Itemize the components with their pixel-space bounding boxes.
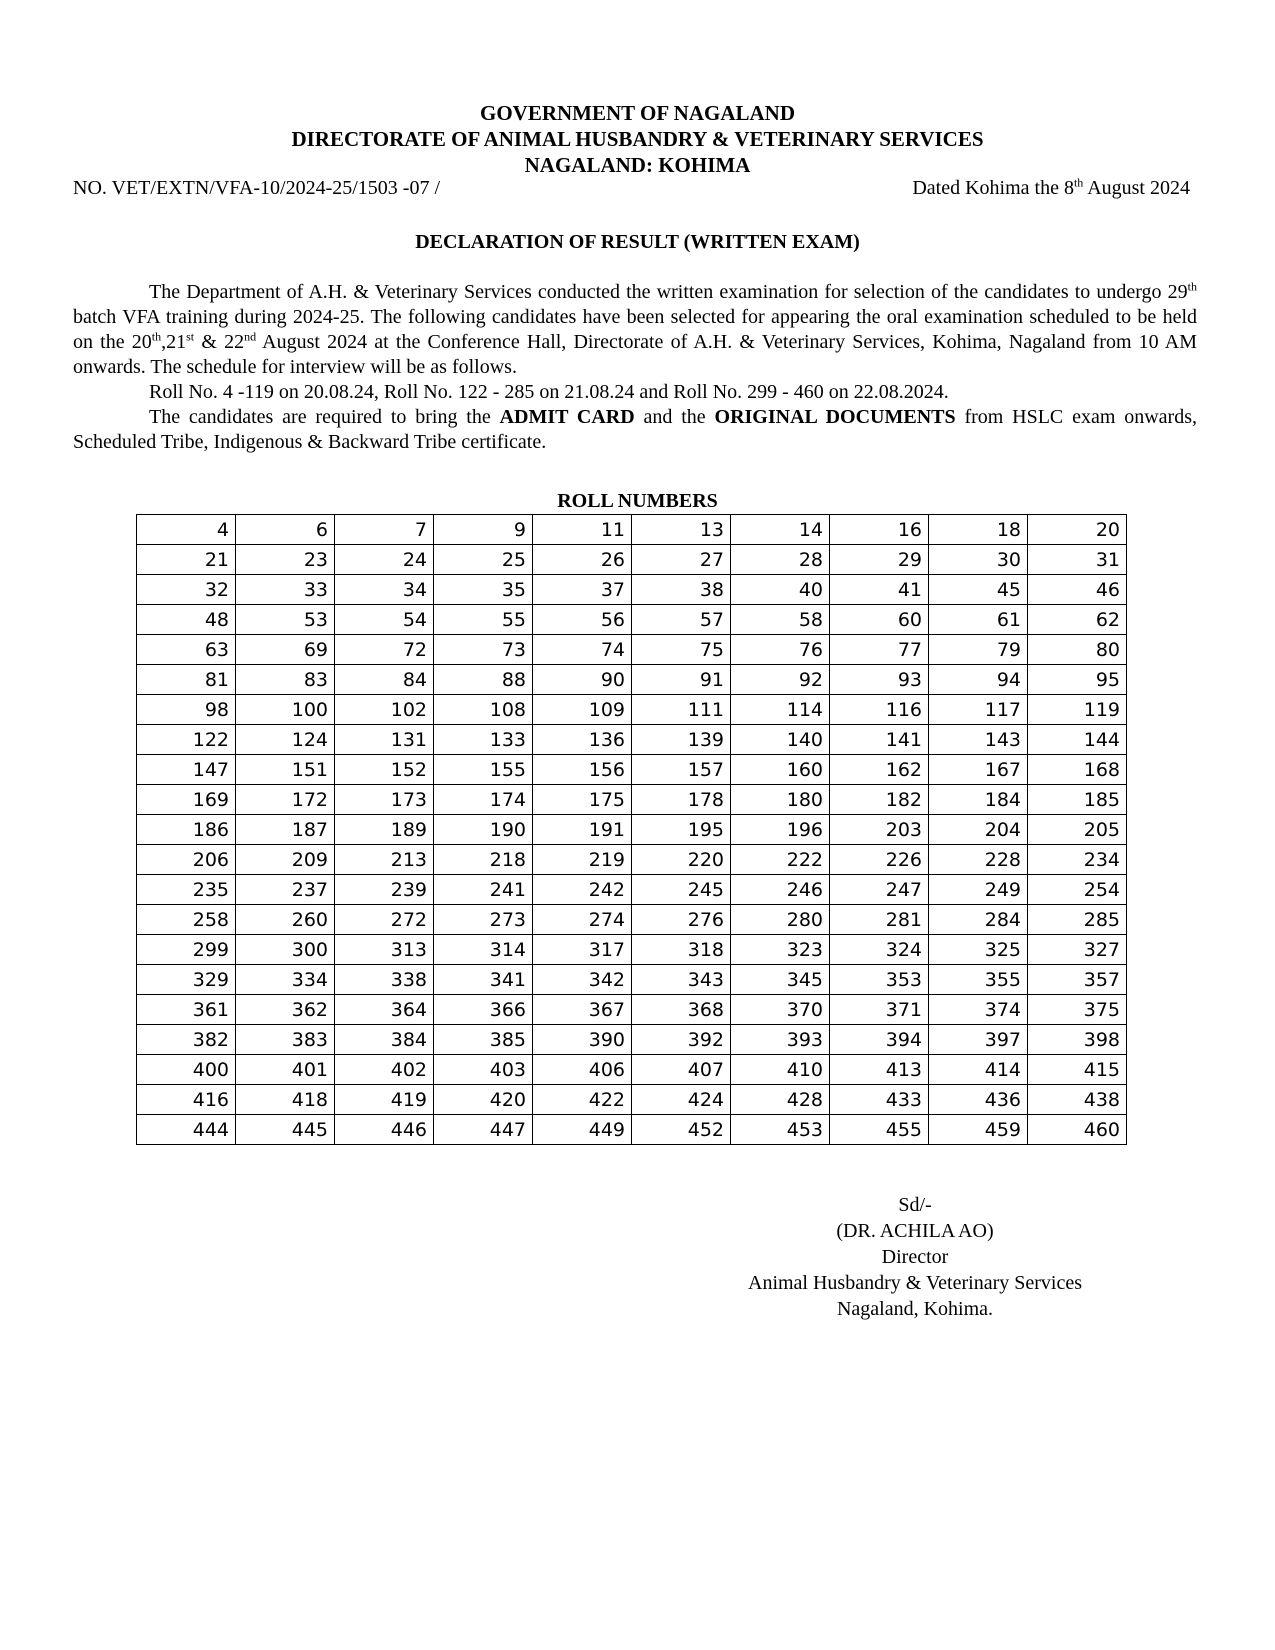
roll-number-cell: 90 [533, 665, 632, 695]
roll-number-cell: 187 [236, 815, 335, 845]
roll-number-cell: 92 [731, 665, 830, 695]
roll-number-cell: 245 [632, 875, 731, 905]
signature-block [690, 1192, 1140, 1322]
roll-number-cell: 400 [137, 1055, 236, 1085]
roll-number-cell: 102 [335, 695, 434, 725]
para1-sup-1: th [1187, 279, 1197, 294]
roll-number-cell: 397 [929, 1025, 1028, 1055]
roll-number-cell: 57 [632, 605, 731, 635]
roll-number-cell: 364 [335, 995, 434, 1025]
table-row [137, 1055, 1127, 1085]
roll-number-cell: 144 [1028, 725, 1127, 755]
roll-number-cell: 6 [236, 515, 335, 545]
roll-number-cell: 446 [335, 1115, 434, 1145]
roll-number-cell: 18 [929, 515, 1028, 545]
table-row [137, 965, 1127, 995]
roll-number-cell: 392 [632, 1025, 731, 1055]
para1-text-4: & 22 [194, 331, 245, 353]
roll-number-cell: 79 [929, 635, 1028, 665]
roll-number-cell: 35 [434, 575, 533, 605]
roll-number-cell: 447 [434, 1115, 533, 1145]
roll-number-cell: 401 [236, 1055, 335, 1085]
roll-number-cell: 299 [137, 935, 236, 965]
table-row [137, 515, 1127, 545]
roll-number-cell: 313 [335, 935, 434, 965]
roll-number-cell: 156 [533, 755, 632, 785]
roll-number-cell: 119 [1028, 695, 1127, 725]
roll-number-cell: 196 [731, 815, 830, 845]
table-row [137, 755, 1127, 785]
date-superscript: th [1073, 175, 1084, 190]
roll-number-cell: 9 [434, 515, 533, 545]
roll-number-cell: 162 [830, 755, 929, 785]
roll-number-cell: 403 [434, 1055, 533, 1085]
table-row [137, 905, 1127, 935]
para3-text-1: The candidates are required to bring the [149, 406, 500, 428]
roll-number-cell: 385 [434, 1025, 533, 1055]
para1-text-1: The Department of A.H. & Veterinary Services conducted the written examination for selection of the candidates to undergo 29 [149, 281, 1188, 303]
roll-number-cell: 452 [632, 1115, 731, 1145]
roll-number-cell: 237 [236, 875, 335, 905]
roll-number-cell: 209 [236, 845, 335, 875]
roll-number-cell: 140 [731, 725, 830, 755]
para1-text-2: batch VFA training during 2024-25. The following candidates have been selected for appearing the oral examination scheduled to be held on the 20 [73, 306, 1197, 353]
roll-number-cell: 406 [533, 1055, 632, 1085]
roll-number-cell: 111 [632, 695, 731, 725]
roll-number-cell: 206 [137, 845, 236, 875]
roll-number-cell: 174 [434, 785, 533, 815]
roll-number-cell: 41 [830, 575, 929, 605]
roll-number-cell: 324 [830, 935, 929, 965]
roll-number-cell: 428 [731, 1085, 830, 1115]
roll-number-cell: 45 [929, 575, 1028, 605]
roll-number-cell: 93 [830, 665, 929, 695]
roll-number-cell: 260 [236, 905, 335, 935]
table-row [137, 815, 1127, 845]
para1-sup-4: nd [244, 329, 257, 344]
roll-number-cell: 195 [632, 815, 731, 845]
roll-number-cell: 226 [830, 845, 929, 875]
roll-number-cell: 390 [533, 1025, 632, 1055]
roll-number-cell: 94 [929, 665, 1028, 695]
roll-number-cell: 375 [1028, 995, 1127, 1025]
roll-number-cell: 167 [929, 755, 1028, 785]
para3-bold-original-documents: ORIGINAL DOCUMENTS [714, 406, 956, 428]
signatory-department: Animal Husbandry & Veterinary Services [748, 1272, 1082, 1294]
roll-number-cell: 30 [929, 545, 1028, 575]
roll-number-cell: 108 [434, 695, 533, 725]
roll-number-cell: 155 [434, 755, 533, 785]
roll-number-cell: 117 [929, 695, 1028, 725]
roll-number-cell: 368 [632, 995, 731, 1025]
roll-number-cell: 27 [632, 545, 731, 575]
roll-number-cell: 172 [236, 785, 335, 815]
roll-number-cell: 147 [137, 755, 236, 785]
roll-number-cell: 438 [1028, 1085, 1127, 1115]
roll-number-cell: 95 [1028, 665, 1127, 695]
roll-number-cell: 180 [731, 785, 830, 815]
roll-number-cell: 222 [731, 845, 830, 875]
roll-number-cell: 28 [731, 545, 830, 575]
roll-number-cell: 353 [830, 965, 929, 995]
roll-number-cell: 414 [929, 1055, 1028, 1085]
roll-number-cell: 33 [236, 575, 335, 605]
roll-number-cell: 98 [137, 695, 236, 725]
roll-number-cell: 239 [335, 875, 434, 905]
roll-number-cell: 31 [1028, 545, 1127, 575]
table-row [137, 575, 1127, 605]
paragraph-exam-info [73, 280, 1197, 380]
roll-number-cell: 355 [929, 965, 1028, 995]
roll-number-cell: 205 [1028, 815, 1127, 845]
signature-sd: Sd/- [898, 1194, 932, 1216]
letterhead [0, 100, 1275, 178]
roll-number-cell: 13 [632, 515, 731, 545]
roll-number-cell: 189 [335, 815, 434, 845]
roll-number-cell: 314 [434, 935, 533, 965]
roll-number-cell: 459 [929, 1115, 1028, 1145]
roll-numbers-title: ROLL NUMBERS [557, 490, 718, 512]
reference-number: NO. VET/EXTN/VFA-10/2024-25/1503 -07 / [73, 177, 441, 199]
roll-number-cell: 139 [632, 725, 731, 755]
roll-number-cell: 367 [533, 995, 632, 1025]
roll-number-cell: 160 [731, 755, 830, 785]
roll-number-cell: 61 [929, 605, 1028, 635]
roll-number-cell: 370 [731, 995, 830, 1025]
roll-number-cell: 34 [335, 575, 434, 605]
roll-number-cell: 357 [1028, 965, 1127, 995]
roll-number-cell: 341 [434, 965, 533, 995]
roll-number-cell: 182 [830, 785, 929, 815]
roll-number-cell: 338 [335, 965, 434, 995]
roll-number-cell: 133 [434, 725, 533, 755]
roll-number-cell: 317 [533, 935, 632, 965]
roll-number-cell: 46 [1028, 575, 1127, 605]
signatory-name: (DR. ACHILA AO) [836, 1220, 994, 1242]
table-row [137, 665, 1127, 695]
roll-number-cell: 449 [533, 1115, 632, 1145]
signatory-location: Nagaland, Kohima. [836, 1298, 994, 1320]
roll-number-cell: 124 [236, 725, 335, 755]
roll-number-cell: 453 [731, 1115, 830, 1145]
roll-number-cell: 191 [533, 815, 632, 845]
roll-numbers-body [137, 515, 1127, 1145]
roll-number-cell: 410 [731, 1055, 830, 1085]
table-row [137, 785, 1127, 815]
roll-number-cell: 40 [731, 575, 830, 605]
roll-number-cell: 276 [632, 905, 731, 935]
roll-number-cell: 54 [335, 605, 434, 635]
roll-number-cell: 77 [830, 635, 929, 665]
roll-number-cell: 382 [137, 1025, 236, 1055]
roll-number-cell: 88 [434, 665, 533, 695]
roll-number-cell: 55 [434, 605, 533, 635]
roll-number-cell: 343 [632, 965, 731, 995]
roll-number-cell: 420 [434, 1085, 533, 1115]
roll-number-cell: 184 [929, 785, 1028, 815]
roll-number-cell: 254 [1028, 875, 1127, 905]
roll-number-cell: 143 [929, 725, 1028, 755]
table-row [137, 605, 1127, 635]
roll-number-cell: 11 [533, 515, 632, 545]
roll-number-cell: 273 [434, 905, 533, 935]
para3-bold-admit-card: ADMIT CARD [499, 406, 635, 428]
roll-number-cell: 249 [929, 875, 1028, 905]
roll-number-cell: 366 [434, 995, 533, 1025]
roll-number-cell: 26 [533, 545, 632, 575]
roll-number-cell: 323 [731, 935, 830, 965]
roll-number-cell: 62 [1028, 605, 1127, 635]
roll-number-cell: 20 [1028, 515, 1127, 545]
roll-number-cell: 281 [830, 905, 929, 935]
table-row [137, 635, 1127, 665]
table-row [137, 545, 1127, 575]
roll-number-cell: 169 [137, 785, 236, 815]
paragraph-schedule: Roll No. 4 -119 on 20.08.24, Roll No. 122 - 285 on 21.08.24 and Roll No. 299 - 460 on 22.08.2024. [149, 381, 949, 403]
table-row [137, 695, 1127, 725]
roll-number-cell: 219 [533, 845, 632, 875]
roll-number-cell: 56 [533, 605, 632, 635]
roll-number-cell: 300 [236, 935, 335, 965]
para3-text-2: and the [634, 406, 715, 428]
roll-number-cell: 72 [335, 635, 434, 665]
roll-number-cell: 25 [434, 545, 533, 575]
roll-number-cell: 186 [137, 815, 236, 845]
roll-number-cell: 444 [137, 1115, 236, 1145]
roll-number-cell: 213 [335, 845, 434, 875]
roll-number-cell: 361 [137, 995, 236, 1025]
roll-number-cell: 84 [335, 665, 434, 695]
roll-number-cell: 136 [533, 725, 632, 755]
paragraph-documents [73, 405, 1197, 455]
roll-number-cell: 80 [1028, 635, 1127, 665]
para1-sup-3: st [186, 329, 195, 344]
date-suffix: August 2024 [1083, 177, 1190, 199]
signatory-designation: Director [881, 1246, 949, 1268]
roll-number-cell: 185 [1028, 785, 1127, 815]
document-title: DECLARATION OF RESULT (WRITTEN EXAM) [415, 231, 860, 253]
roll-number-cell: 345 [731, 965, 830, 995]
roll-numbers-table [136, 514, 1127, 1145]
roll-number-cell: 280 [731, 905, 830, 935]
roll-number-cell: 318 [632, 935, 731, 965]
roll-number-cell: 75 [632, 635, 731, 665]
roll-number-cell: 384 [335, 1025, 434, 1055]
roll-number-cell: 81 [137, 665, 236, 695]
roll-number-cell: 151 [236, 755, 335, 785]
roll-number-cell: 274 [533, 905, 632, 935]
roll-number-cell: 460 [1028, 1115, 1127, 1145]
roll-number-cell: 37 [533, 575, 632, 605]
roll-number-cell: 122 [137, 725, 236, 755]
roll-number-cell: 190 [434, 815, 533, 845]
roll-number-cell: 168 [1028, 755, 1127, 785]
table-row [137, 1025, 1127, 1055]
roll-number-cell: 325 [929, 935, 1028, 965]
roll-number-cell: 394 [830, 1025, 929, 1055]
roll-number-cell: 228 [929, 845, 1028, 875]
roll-number-cell: 422 [533, 1085, 632, 1115]
roll-number-cell: 398 [1028, 1025, 1127, 1055]
roll-number-cell: 383 [236, 1025, 335, 1055]
roll-number-cell: 109 [533, 695, 632, 725]
roll-number-cell: 362 [236, 995, 335, 1025]
roll-number-cell: 220 [632, 845, 731, 875]
date-prefix: Dated Kohima the 8 [912, 177, 1074, 199]
table-row [137, 845, 1127, 875]
roll-number-cell: 342 [533, 965, 632, 995]
roll-number-cell: 74 [533, 635, 632, 665]
roll-number-cell: 21 [137, 545, 236, 575]
table-row [137, 875, 1127, 905]
table-row [137, 1115, 1127, 1145]
roll-number-cell: 235 [137, 875, 236, 905]
roll-number-cell: 83 [236, 665, 335, 695]
roll-number-cell: 415 [1028, 1055, 1127, 1085]
para1-text-3: ,21 [161, 331, 187, 353]
roll-number-cell: 433 [830, 1085, 929, 1115]
roll-number-cell: 38 [632, 575, 731, 605]
roll-number-cell: 116 [830, 695, 929, 725]
letterhead-location: NAGALAND: KOHIMA [524, 153, 751, 177]
roll-number-cell: 424 [632, 1085, 731, 1115]
roll-number-cell: 114 [731, 695, 830, 725]
para1-sup-2: th [151, 329, 162, 344]
roll-number-cell: 393 [731, 1025, 830, 1055]
roll-number-cell: 241 [434, 875, 533, 905]
roll-number-cell: 60 [830, 605, 929, 635]
roll-number-cell: 436 [929, 1085, 1028, 1115]
roll-number-cell: 73 [434, 635, 533, 665]
table-row [137, 995, 1127, 1025]
table-row [137, 935, 1127, 965]
roll-number-cell: 131 [335, 725, 434, 755]
roll-number-cell: 407 [632, 1055, 731, 1085]
roll-number-cell: 284 [929, 905, 1028, 935]
roll-number-cell: 416 [137, 1085, 236, 1115]
roll-number-cell: 203 [830, 815, 929, 845]
roll-number-cell: 7 [335, 515, 434, 545]
roll-number-cell: 218 [434, 845, 533, 875]
roll-number-cell: 4 [137, 515, 236, 545]
letterhead-directorate: DIRECTORATE OF ANIMAL HUSBANDRY & VETERINARY SERVICES [291, 127, 984, 151]
roll-number-cell: 173 [335, 785, 434, 815]
roll-number-cell: 374 [929, 995, 1028, 1025]
roll-number-cell: 455 [830, 1115, 929, 1145]
roll-number-cell: 327 [1028, 935, 1127, 965]
roll-number-cell: 141 [830, 725, 929, 755]
roll-number-cell: 157 [632, 755, 731, 785]
roll-number-cell: 258 [137, 905, 236, 935]
table-row [137, 1085, 1127, 1115]
roll-number-cell: 48 [137, 605, 236, 635]
letterhead-government: GOVERNMENT OF NAGALAND [479, 101, 795, 125]
roll-number-cell: 285 [1028, 905, 1127, 935]
roll-number-cell: 16 [830, 515, 929, 545]
roll-number-cell: 53 [236, 605, 335, 635]
roll-number-cell: 204 [929, 815, 1028, 845]
para1-text-5: August 2024 at the Conference Hall, Directorate of A.H. & Veterinary Services, Kohima, Nagaland from 10 AM onwards. The schedule for interview will be as follows. [73, 331, 1197, 378]
roll-number-cell: 152 [335, 755, 434, 785]
roll-number-cell: 91 [632, 665, 731, 695]
roll-number-cell: 242 [533, 875, 632, 905]
roll-number-cell: 246 [731, 875, 830, 905]
roll-number-cell: 14 [731, 515, 830, 545]
roll-number-cell: 329 [137, 965, 236, 995]
table-row [137, 725, 1127, 755]
roll-number-cell: 413 [830, 1055, 929, 1085]
roll-number-cell: 32 [137, 575, 236, 605]
roll-number-cell: 23 [236, 545, 335, 575]
roll-number-cell: 175 [533, 785, 632, 815]
roll-number-cell: 247 [830, 875, 929, 905]
roll-number-cell: 69 [236, 635, 335, 665]
roll-number-cell: 371 [830, 995, 929, 1025]
roll-number-cell: 445 [236, 1115, 335, 1145]
document-date [912, 176, 1190, 200]
roll-number-cell: 29 [830, 545, 929, 575]
roll-number-cell: 76 [731, 635, 830, 665]
roll-number-cell: 24 [335, 545, 434, 575]
roll-number-cell: 419 [335, 1085, 434, 1115]
roll-number-cell: 418 [236, 1085, 335, 1115]
roll-number-cell: 63 [137, 635, 236, 665]
roll-number-cell: 402 [335, 1055, 434, 1085]
para3-text-3: from HSLC exam onwards, Scheduled Tribe, Indigenous & Backward Tribe certificate. [73, 406, 1198, 453]
body-text [73, 280, 1197, 455]
roll-number-cell: 100 [236, 695, 335, 725]
roll-number-cell: 234 [1028, 845, 1127, 875]
roll-number-cell: 272 [335, 905, 434, 935]
roll-number-cell: 334 [236, 965, 335, 995]
roll-number-cell: 178 [632, 785, 731, 815]
roll-number-cell: 58 [731, 605, 830, 635]
